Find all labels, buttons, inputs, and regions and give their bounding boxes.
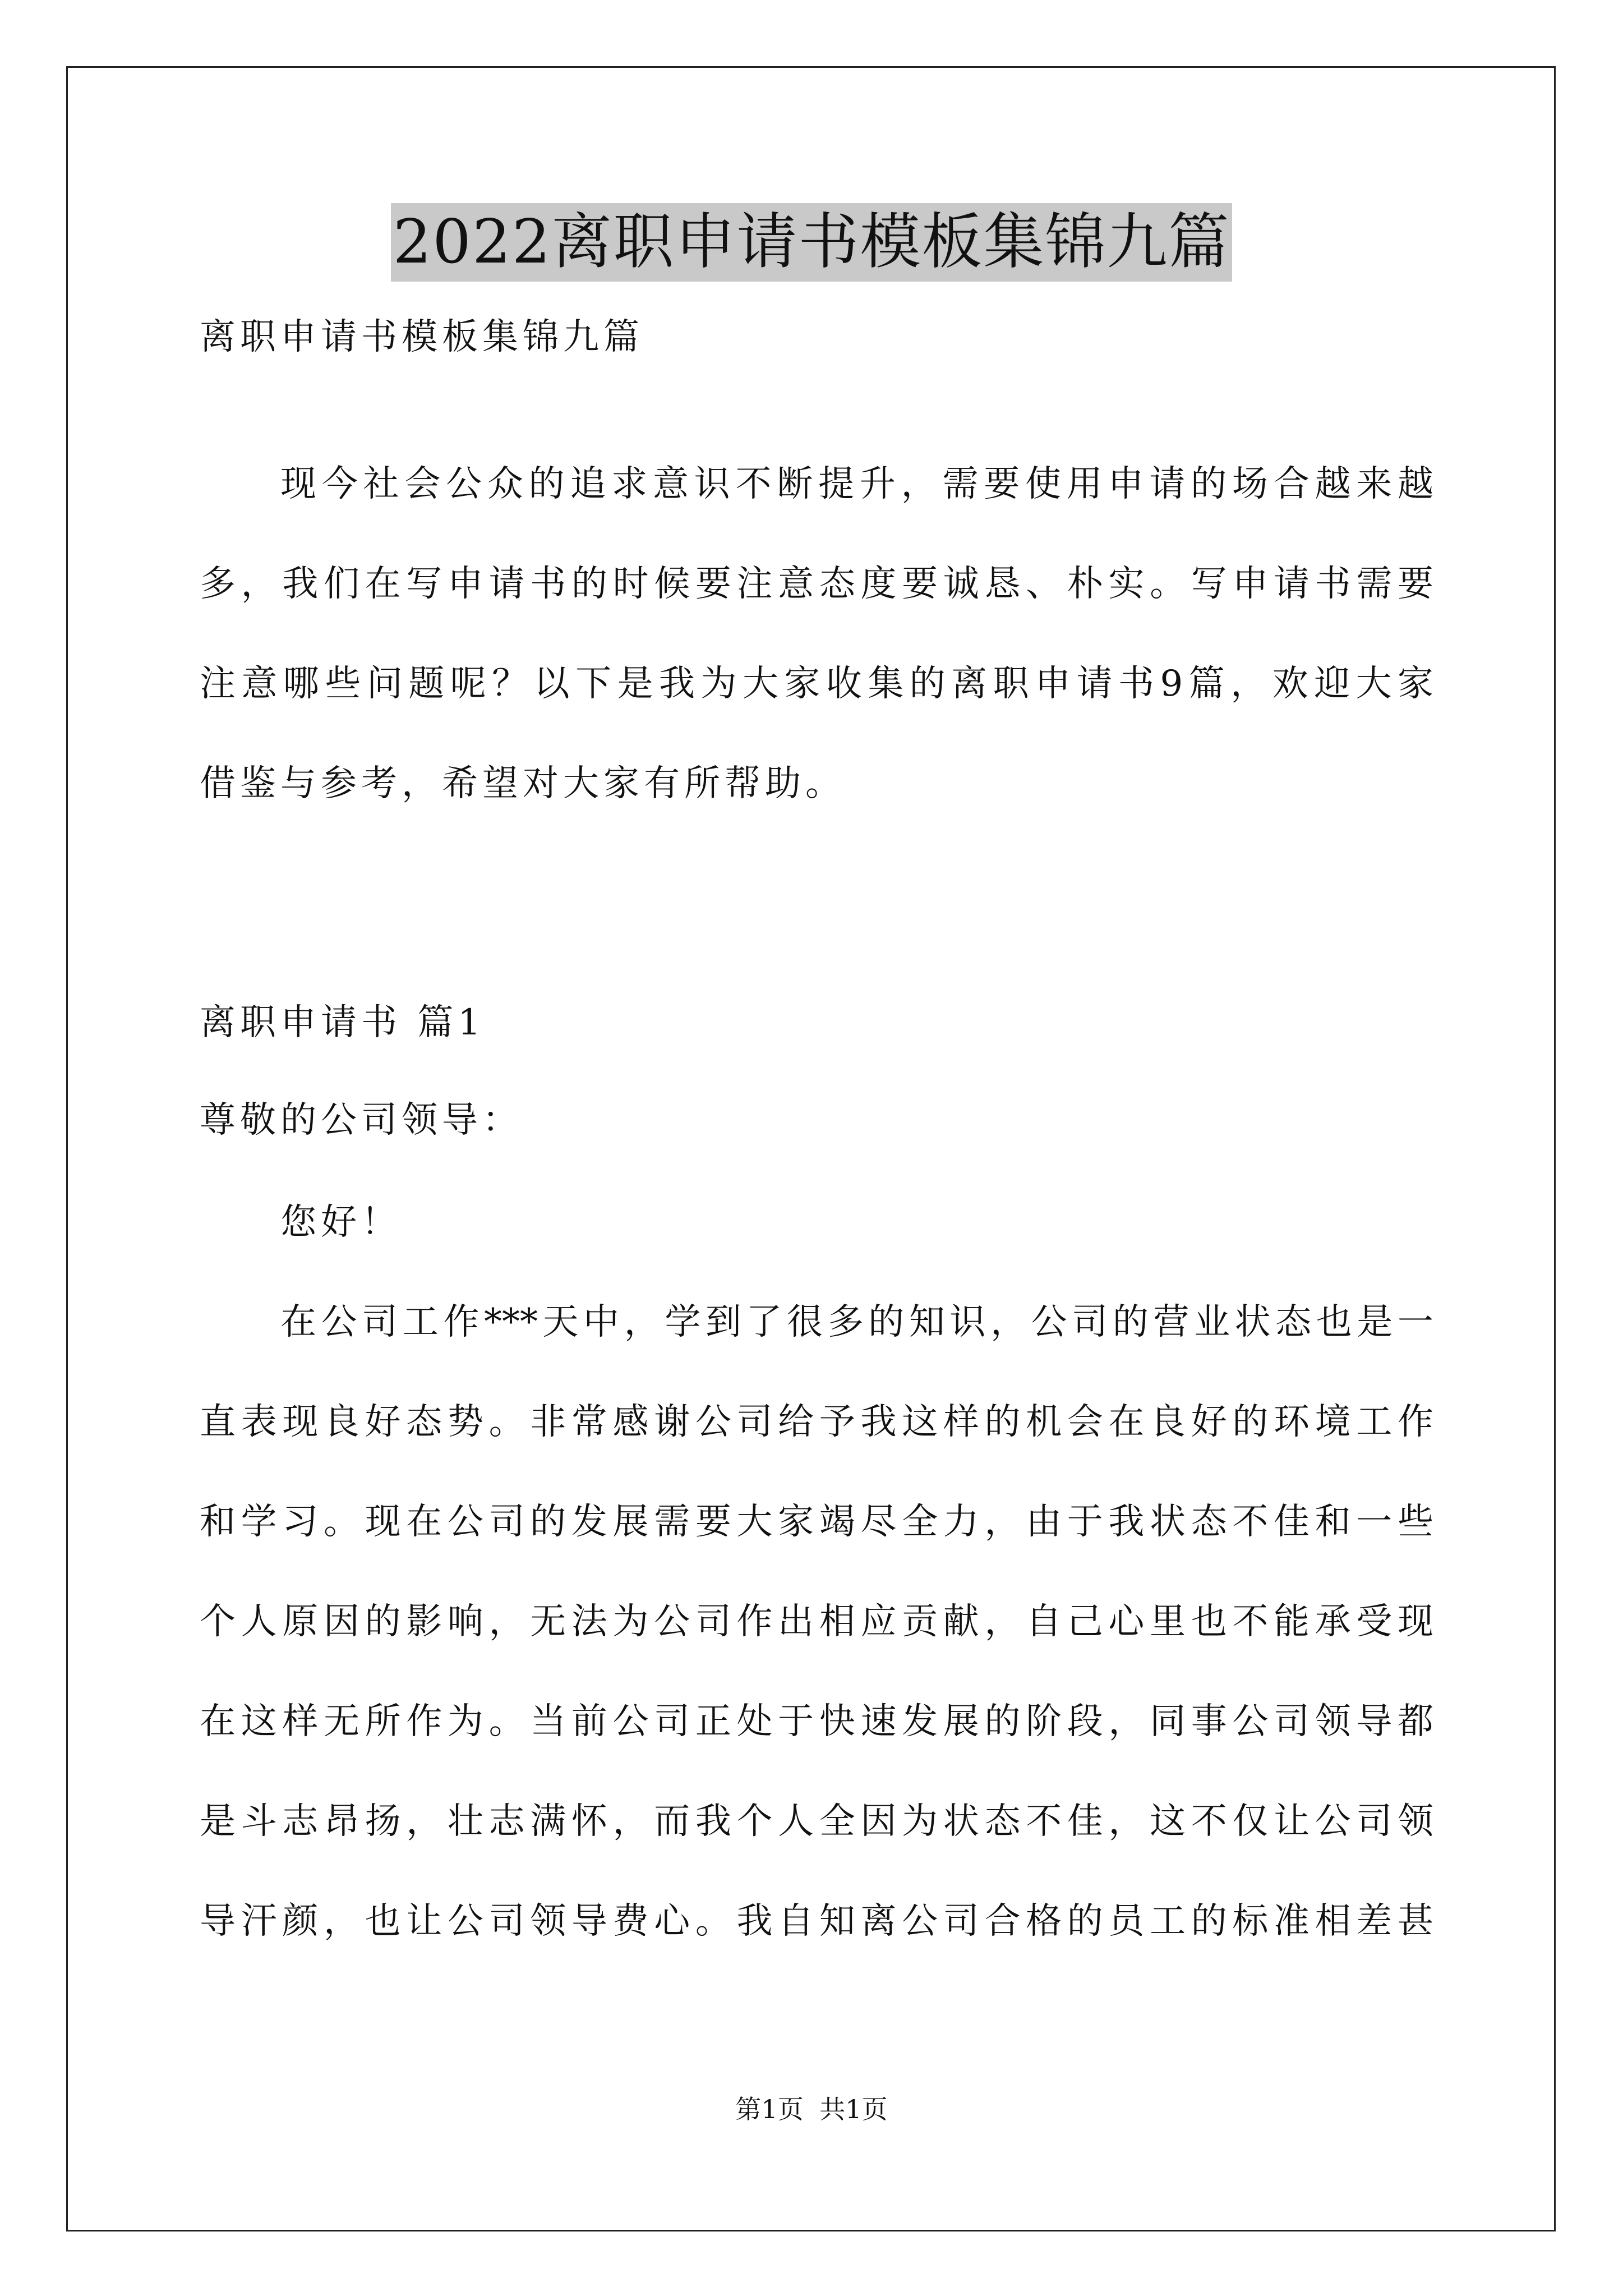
body-paragraph-line: 直表现良好态势。非常感谢公司给予我这样的机会在良好的环境工作 bbox=[200, 1401, 1433, 1443]
body-paragraph-line: 导汗颜，也让公司领导费心。我自知离公司合格的员工的标准相差甚 bbox=[200, 1901, 1433, 1942]
body-paragraph-line: 在这样无所作为。当前公司正处于快速发展的阶段，同事公司领导都 bbox=[200, 1701, 1433, 1742]
salutation: 尊敬的公司领导： bbox=[200, 1099, 523, 1141]
intro-paragraph-line: 注意哪些问题呢？以下是我为大家收集的离职申请书9篇，欢迎大家 bbox=[200, 663, 1433, 705]
body-paragraph-line: 是斗志昂扬，壮志满怀，而我个人全因为状态不佳，这不仅让公司领 bbox=[200, 1801, 1433, 1842]
document-subtitle: 离职申请书模板集锦九篇 bbox=[200, 316, 644, 358]
body-paragraph-line: 个人原因的影响，无法为公司作出相应贡献，自己心里也不能承受现 bbox=[200, 1601, 1433, 1642]
document-title bbox=[0, 203, 1623, 282]
intro-paragraph-line: 现今社会公众的追求意识不断提升，需要使用申请的场合越来越 bbox=[280, 463, 1433, 505]
page-footer: 第1页 共1页 bbox=[735, 2094, 888, 2124]
body-paragraph-line: 和学习。现在公司的发展需要大家竭尽全力，由于我状态不佳和一些 bbox=[200, 1501, 1433, 1543]
section-heading: 离职申请书 篇1 bbox=[200, 1002, 486, 1043]
greeting: 您好！ bbox=[280, 1202, 402, 1243]
intro-paragraph-line: 多，我们在写申请书的时候要注意态度要诚恳、朴实。写申请书需要 bbox=[200, 563, 1433, 605]
intro-paragraph-line: 借鉴与参考，希望对大家有所帮助。 bbox=[200, 763, 846, 804]
body-paragraph-line: 在公司工作***天中，学到了很多的知识，公司的营业状态也是一 bbox=[280, 1301, 1433, 1343]
document-title-text: 2022离职申请书模板集锦九篇 bbox=[391, 203, 1233, 282]
